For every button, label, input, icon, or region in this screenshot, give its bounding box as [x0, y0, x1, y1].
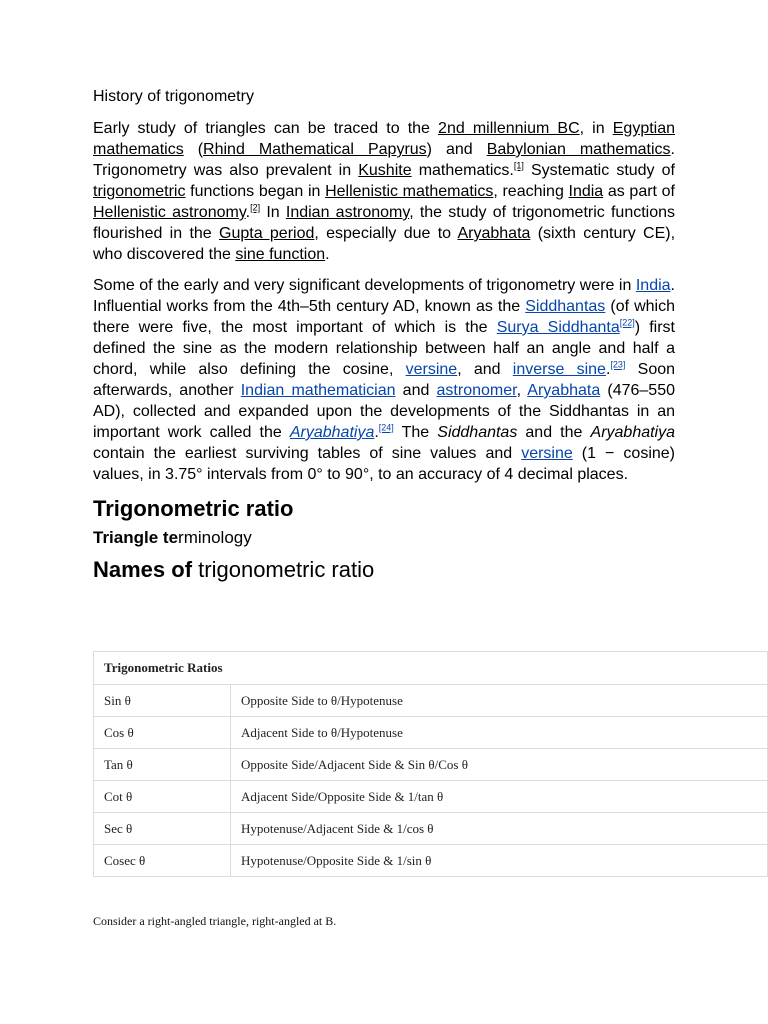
ratio-name-cell: Cot θ	[94, 781, 231, 813]
citation-23[interactable]	[610, 360, 625, 370]
text: , the study of trigonometric functions flourished in the	[93, 204, 676, 242]
link-hellenistic-astronomy[interactable]: Hellenistic astronomy	[93, 204, 246, 221]
link-inverse-sine[interactable]: inverse sine	[512, 361, 606, 378]
citation-24[interactable]	[379, 423, 394, 433]
heading-trigonometric-ratio: Trigonometric ratio	[93, 496, 294, 521]
text: .	[374, 424, 379, 441]
trig-ratios-table	[93, 651, 768, 877]
link-gupta-period[interactable]: Gupta period	[219, 225, 315, 242]
link-surya-siddhanta[interactable]: Surya Siddhanta	[496, 319, 620, 336]
text: as part of	[603, 183, 675, 200]
table-header: Trigonometric Ratios	[94, 652, 768, 685]
heading-rest-part: trigonometric ratio	[192, 557, 375, 582]
link-aryabhata[interactable]: Aryabhata	[527, 382, 601, 399]
text: , especially due to	[314, 225, 458, 242]
heading-bold-part: Triangle te	[93, 528, 179, 547]
text: and	[395, 382, 437, 399]
link-rhind-papyrus[interactable]: Rhind Mathematical Papyrus	[203, 141, 427, 158]
document-title: History of trigonometry	[93, 88, 254, 105]
document-body	[93, 86, 675, 595]
link-trigonometric[interactable]: trigonometric	[93, 183, 186, 200]
citation-1[interactable]	[514, 161, 524, 171]
text: ) and	[426, 141, 487, 158]
table-row	[94, 717, 768, 749]
paragraph-indian-developments	[93, 275, 675, 485]
ratio-name-cell: Sin θ	[94, 685, 231, 717]
citation-link[interactable]: [2]	[250, 202, 261, 213]
citation-link[interactable]: [1]	[513, 160, 524, 171]
italic-text: Aryabhatiya	[590, 424, 676, 441]
text: (1 − cosine) values, in 3.75° intervals from 0° to 90°, to an accuracy of 4 decimal places.	[93, 445, 676, 483]
text: ,	[516, 382, 528, 399]
italic-text: Siddhantas	[437, 424, 518, 441]
citation-link[interactable]: [24]	[378, 422, 394, 433]
text: contain the earliest surviving tables of sine values and	[93, 445, 522, 462]
text: ) first defined the sine as the modern relationship between half an angle and half a chord, while also defining the cosine,	[93, 319, 675, 378]
heading-rest-part: rminology	[178, 528, 252, 547]
ratio-definition-cell: Adjacent Side to θ/Hypotenuse	[231, 717, 768, 749]
text: , and	[457, 361, 513, 378]
link-astronomer[interactable]: astronomer	[436, 382, 517, 399]
ratio-name-cell: Cosec θ	[94, 845, 231, 877]
text: . Influential works from the 4th–5th century AD, known as the	[93, 277, 675, 315]
link-aryabhata[interactable]: Aryabhata	[457, 225, 531, 242]
ratio-definition-cell: Opposite Side to θ/Hypotenuse	[231, 685, 768, 717]
text: and the	[517, 424, 591, 441]
table-row	[94, 781, 768, 813]
text: .	[245, 204, 251, 221]
text: Systematic study of	[523, 162, 675, 179]
text: Some of the early and very significant developments of trigonometry were in	[93, 277, 636, 294]
ratio-name-cell: Sec θ	[94, 813, 231, 845]
table-row	[94, 685, 768, 717]
table-header-row	[94, 652, 768, 685]
link-siddhantas[interactable]: Siddhantas	[525, 298, 606, 315]
text: (of which there were five, the most important of which is the	[93, 298, 676, 336]
link-kushite[interactable]: Kushite	[358, 162, 412, 179]
link-india[interactable]: India	[568, 183, 604, 200]
text: .	[605, 361, 611, 378]
closing-note: Consider a right-angled triangle, right-angled at B.	[93, 914, 337, 928]
text: functions began in	[185, 183, 326, 200]
ratio-name-cell: Tan θ	[94, 749, 231, 781]
text: , reaching	[493, 183, 569, 200]
ratio-name-cell: Cos θ	[94, 717, 231, 749]
table-row	[94, 813, 768, 845]
text: .	[325, 246, 330, 263]
text: (	[183, 141, 204, 158]
link-indian-mathematician[interactable]: Indian mathematician	[240, 382, 396, 399]
link-babylonian-mathematics[interactable]: Babylonian mathematics	[486, 141, 671, 158]
citation-2[interactable]	[250, 203, 260, 213]
link-indian-astronomy[interactable]: Indian astronomy	[285, 204, 410, 221]
citation-link[interactable]: [23]	[610, 359, 626, 370]
heading-names-of-ratios	[93, 555, 675, 585]
ratio-definition-cell: Hypotenuse/Adjacent Side & 1/cos θ	[231, 813, 768, 845]
link-aryabhatiya[interactable]: Aryabhatiya	[289, 424, 375, 441]
table-row	[94, 845, 768, 877]
text: (476–550 AD), collected and expanded upon the developments of the Siddhantas in an important work called the	[93, 382, 676, 441]
text: The	[393, 424, 438, 441]
heading-triangle-terminology	[93, 527, 675, 549]
text: In	[260, 204, 286, 221]
text: (sixth century CE), who discovered the	[93, 225, 676, 263]
link-sine-function[interactable]: sine function	[235, 246, 326, 263]
text: . Trigonometry was also prevalent in	[93, 141, 675, 179]
text: Early study of triangles can be traced to the	[93, 120, 439, 137]
text: mathematics.	[411, 162, 514, 179]
link-hellenistic-mathematics[interactable]: Hellenistic mathematics	[325, 183, 494, 200]
ratio-definition-cell: Hypotenuse/Opposite Side & 1/sin θ	[231, 845, 768, 877]
text: , in	[579, 120, 613, 137]
citation-link[interactable]: [22]	[619, 317, 635, 328]
ratio-definition-cell: Opposite Side/Adjacent Side & Sin θ/Cos θ	[231, 749, 768, 781]
citation-22[interactable]	[620, 318, 635, 328]
ratio-definition-cell: Adjacent Side/Opposite Side & 1/tan θ	[231, 781, 768, 813]
table-row	[94, 749, 768, 781]
heading-bold-part: Names of	[93, 557, 193, 582]
link-versine[interactable]: versine	[405, 361, 458, 378]
paragraph-early-study	[93, 118, 675, 265]
link-egyptian-mathematics[interactable]: Egyptian mathematics	[93, 120, 676, 158]
link-versine[interactable]: versine	[521, 445, 573, 462]
text: Soon afterwards, another	[93, 361, 676, 399]
link-2nd-millennium-bc[interactable]: 2nd millennium BC	[438, 120, 580, 137]
link-india[interactable]: India	[635, 277, 671, 294]
